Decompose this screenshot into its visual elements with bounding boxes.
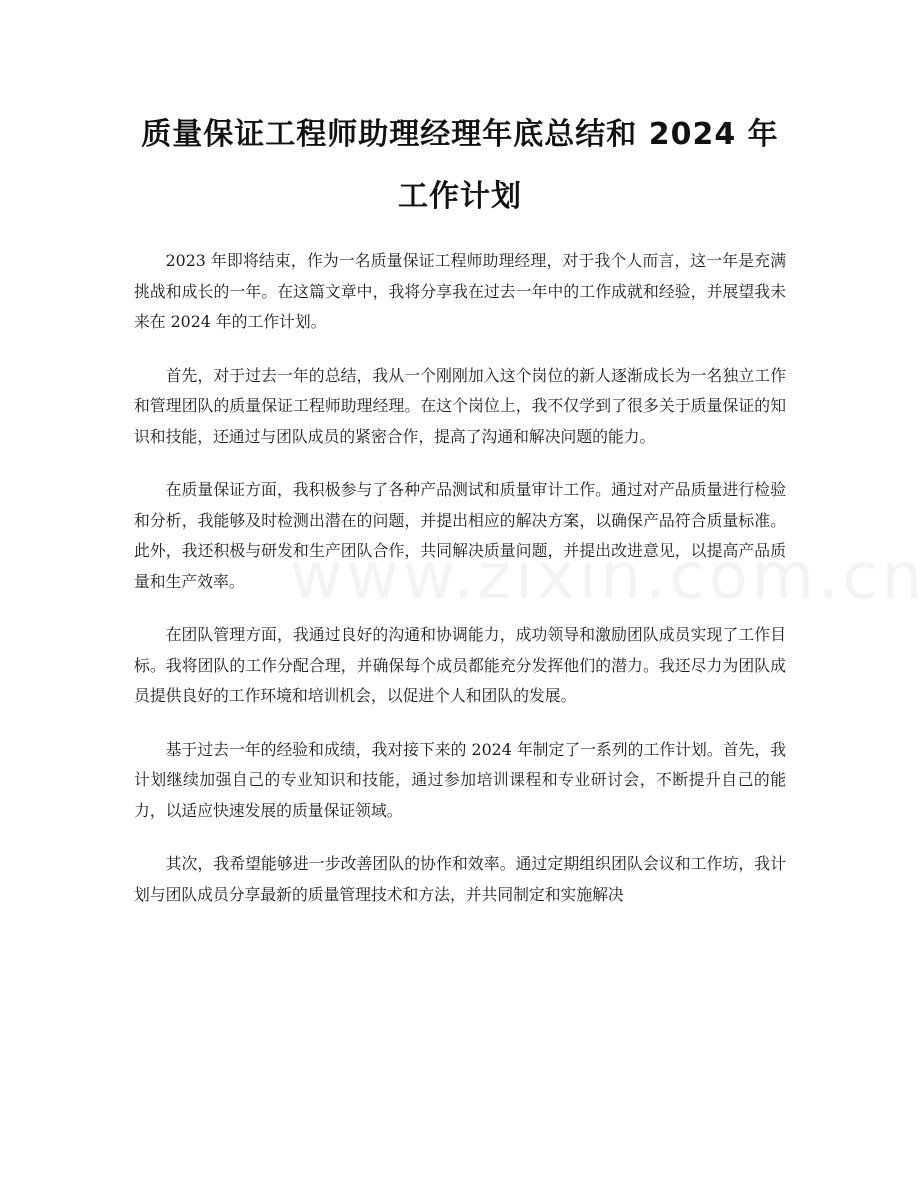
- paragraph-plan-2024: 基于过去一年的经验和成绩，我对接下来的 2024 年制定了一系列的工作计划。首先，我计划继续加强自己的专业知识和技能，通过参加培训课程和专业研讨会，不断提升自己的能力，以适应快速发展的质量保证领域。: [134, 739, 786, 820]
- paragraph-intro: 2023 年即将结束，作为一名质量保证工程师助理经理，对于我个人而言，这一年是充满挑战和成长的一年。在这篇文章中，我将分享我在过去一年中的工作成就和经验，并展望我未来在 2024 年的工作计划。: [134, 251, 786, 331]
- page-title: [120, 104, 800, 228]
- title-line-2: 工作计划: [398, 179, 522, 214]
- paragraph-quality-assurance: 在质量保证方面，我积极参与了各种产品测试和质量审计工作。通过对产品质量进行检验和分析，我能够及时检测出潜在的问题，并提出相应的解决方案，以确保产品符合质量标准。此外，我还积极与研发和生产团队合作，共同解决质量问题，并提出改进意见，以提高产品质量和生产效率。: [134, 480, 786, 591]
- paragraph-team-collaboration: 其次，我希望能够进一步改善团队的协作和效率。通过定期组织团队会议和工作坊，我计划与团队成员分享最新的质量管理技术和方法，并共同制定和实施解决: [134, 854, 786, 904]
- paragraph-summary: 首先，对于过去一年的总结，我从一个刚刚加入这个岗位的新人逐渐成长为一名独立工作和管理团队的质量保证工程师助理经理。在这个岗位上，我不仅学到了很多关于质量保证的知识和技能，还通过与团队成员的紧密合作，提高了沟通和解决问题的能力。: [134, 365, 786, 446]
- title-line-1: 质量保证工程师助理经理年底总结和 2024 年: [141, 117, 779, 152]
- paragraph-team-management: 在团队管理方面，我通过良好的沟通和协调能力，成功领导和激励团队成员实现了工作目标。我将团队的工作分配合理，并确保每个成员都能充分发挥他们的潜力。我还尽力为团队成员提供良好的工作环境和培训机会，以促进个人和团队的发展。: [134, 625, 786, 705]
- document-body: [134, 246, 786, 933]
